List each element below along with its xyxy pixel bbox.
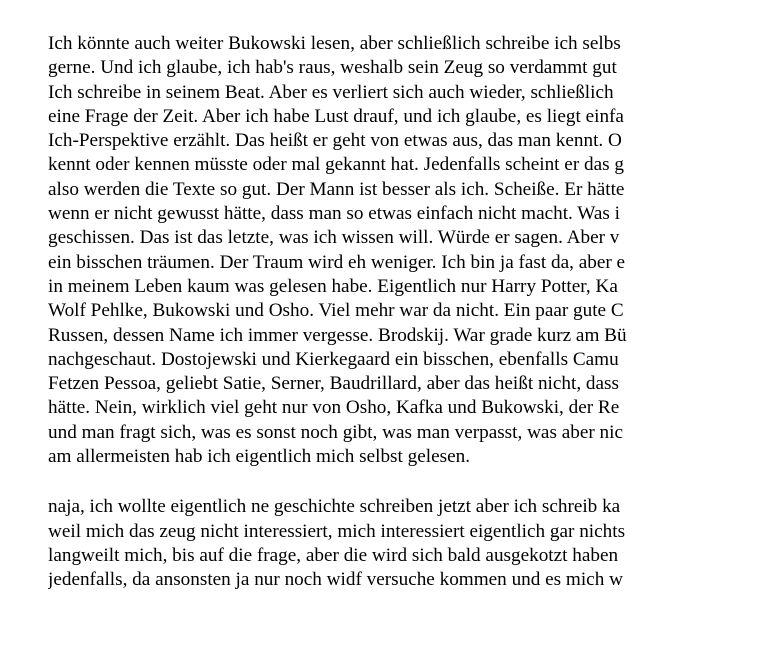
text-line: hätte. Nein, wirklich viel geht nur von Osho, Kafka und Bukowski, der Re — [48, 397, 620, 419]
text-line: also werden die Texte so gut. Der Mann ist besser als ich. Scheiße. Er hätte — [48, 178, 625, 200]
text-line: eine Frage der Zeit. Aber ich habe Lust drauf, und ich glaube, es liegt einfa — [48, 105, 624, 127]
text-line: kennt oder kennen müsste oder mal gekannt hat. Jedenfalls scheint er das g — [48, 154, 624, 176]
text-line: weil mich das zeug nicht interessiert, mich interessiert eigentlich gar nichts — [48, 520, 626, 542]
text-line: langweilt mich, bis auf die frage, aber die wird sich bald ausgekotzt haben — [48, 544, 619, 566]
text-line: gerne. Und ich glaube, ich hab's raus, weshalb sein Zeug so verdammt gut — [48, 57, 617, 79]
text-line: und man fragt sich, was es sonst noch gibt, was man verpasst, was aber nic — [48, 421, 623, 443]
text-line: Fetzen Pessoa, geliebt Satie, Serner, Baudrillard, aber das heißt nicht, dass — [48, 373, 619, 395]
text-line: naja, ich wollte eigentlich ne geschichte schreiben jetzt aber ich schreib ka — [48, 496, 621, 518]
document-page — [48, 32, 762, 593]
text-line: geschissen. Das ist das letzte, was ich wissen will. Würde er sagen. Aber v — [48, 227, 620, 249]
text-line: ein bisschen träumen. Der Traum wird eh weniger. Ich bin ja fast da, aber e — [48, 251, 626, 273]
text-line: in meinem Leben kaum was gelesen habe. Eigentlich nur Harry Potter, Ka — [48, 275, 618, 297]
text-line: Ich schreibe in seinem Beat. Aber es verliert sich auch wieder, schließlich — [48, 81, 614, 103]
text-line: Russen, dessen Name ich immer vergesse. Brodskij. War grade kurz am Bü — [48, 324, 627, 346]
paragraph-2 — [48, 495, 762, 592]
text-line: wenn er nicht gewusst hätte, dass man so etwas einfach nicht macht. Was i — [48, 203, 620, 225]
text-line: Wolf Pehlke, Bukowski und Osho. Viel mehr war da nicht. Ein paar gute C — [48, 300, 624, 322]
text-line: am allermeisten hab ich eigentlich mich selbst gelesen. — [48, 446, 470, 468]
text-line: Ich-Perspektive erzählt. Das heißt er geht von etwas aus, das man kennt. O — [48, 130, 622, 152]
text-line: nachgeschaut. Dostojewski und Kierkegaard ein bisschen, ebenfalls Camu — [48, 348, 619, 370]
text-line: Ich könnte auch weiter Bukowski lesen, aber schließlich schreibe ich selbs — [48, 33, 621, 54]
paragraph-1 — [48, 32, 762, 469]
text-line: jedenfalls, da ansonsten ja nur noch widf versuche kommen und es mich w — [48, 569, 623, 591]
